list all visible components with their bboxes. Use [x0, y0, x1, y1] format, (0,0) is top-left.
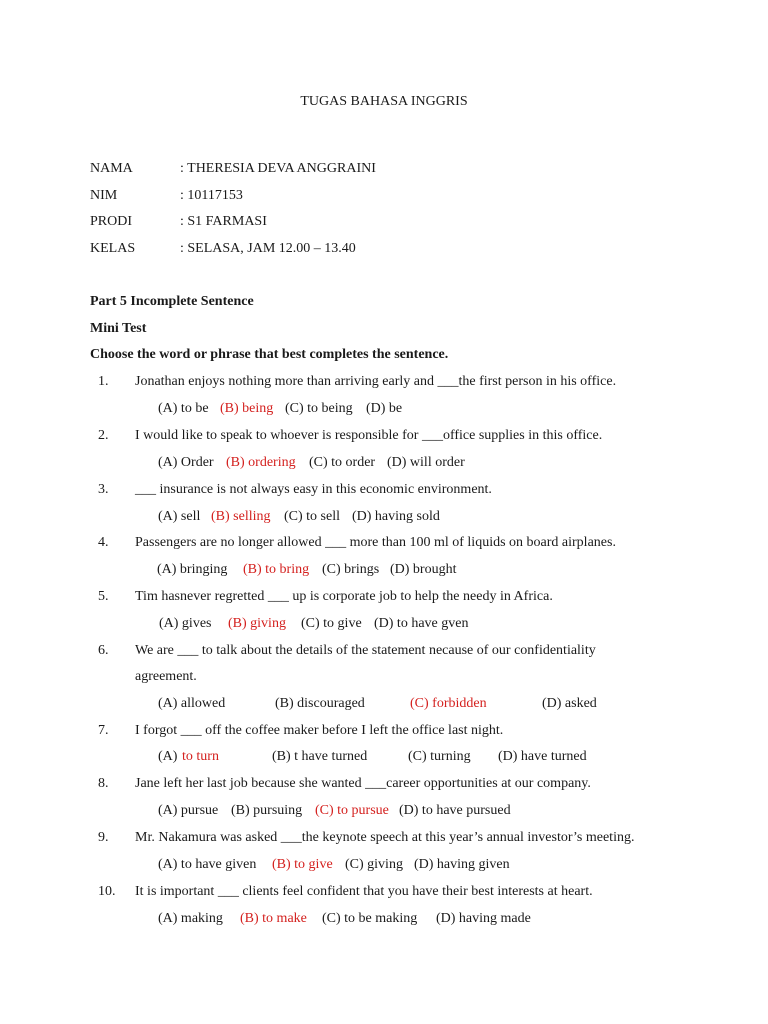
instruction: Choose the word or phrase that best completes the sentence. [90, 347, 449, 362]
question-number: 8. [98, 776, 109, 791]
option-answer: (B) to bring [243, 562, 310, 577]
label-kelas: KELAS [90, 241, 136, 256]
option: (A) bringing [157, 562, 228, 577]
option: (D) have turned [498, 749, 587, 764]
question-number: 5. [98, 589, 109, 604]
option: (D) will order [387, 455, 465, 470]
question-text: I would like to speak to whoever is responsible for ___office supplies in this office. [135, 428, 603, 443]
question-text: Jane left her last job because she wanted ___career opportunities at our company. [135, 776, 591, 791]
question-text: It is important ___ clients feel confident that you have their best interests at heart. [135, 884, 593, 899]
option: (D) having given [414, 857, 510, 872]
option: (C) to order [309, 455, 376, 470]
option: (D) having sold [352, 509, 440, 524]
option-answer: (B) giving [228, 616, 286, 631]
option-answer: (B) ordering [226, 455, 296, 470]
document-title: TUGAS BAHASA INGGRIS [300, 94, 468, 109]
option-answer: (B) selling [211, 509, 271, 524]
option-answer: (B) to give [272, 857, 333, 872]
value-nama: : THERESIA DEVA ANGGRAINI [180, 161, 376, 176]
question-text-continued: agreement. [135, 669, 197, 684]
option: (B) discouraged [275, 696, 365, 711]
option: (D) to have pursued [399, 803, 511, 818]
value-prodi: : S1 FARMASI [180, 214, 267, 229]
label-nama: NAMA [90, 161, 133, 176]
option: (D) asked [542, 696, 597, 711]
option: (A) making [158, 911, 223, 926]
option: (C) brings [322, 562, 380, 577]
question-number: 2. [98, 428, 109, 443]
question-number: 9. [98, 830, 109, 845]
question-text: ___ insurance is not always easy in this economic environment. [135, 482, 492, 497]
question-number: 3. [98, 482, 109, 497]
option: (D) having made [436, 911, 531, 926]
value-nim: : 10117153 [180, 188, 243, 203]
option: (B) t have turned [272, 749, 368, 764]
question-text: I forgot ___ off the coffee maker before I left the office last night. [135, 723, 504, 738]
question-number: 6. [98, 643, 109, 658]
option-answer: (C) forbidden [410, 696, 487, 711]
option: (C) to give [301, 616, 362, 631]
option: (A) to have given [158, 857, 257, 872]
question-text: Mr. Nakamura was asked ___the keynote speech at this year’s annual investor’s meeting. [135, 830, 635, 845]
option-answer: (B) being [220, 401, 274, 416]
question-number: 1. [98, 374, 109, 389]
value-kelas: : SELASA, JAM 12.00 – 13.40 [180, 241, 356, 256]
option-answer: (C) to pursue [315, 803, 389, 818]
option: (A) sell [158, 509, 201, 524]
question-number: 10. [98, 884, 116, 899]
label-prodi: PRODI [90, 214, 133, 229]
option-answer: to turn [182, 749, 219, 764]
option: (C) giving [345, 857, 403, 872]
question-text: Jonathan enjoys nothing more than arriving early and ___the first person in his office. [135, 374, 617, 389]
option: (C) to sell [284, 509, 340, 524]
option: (C) turning [408, 749, 471, 764]
option: (C) to being [285, 401, 353, 416]
mini-test-heading: Mini Test [90, 321, 147, 336]
part-title: Part 5 Incomplete Sentence [90, 294, 254, 309]
option: (D) be [366, 401, 403, 416]
label-nim: NIM [90, 188, 118, 203]
option: (D) to have gven [374, 616, 469, 631]
option-answer: (B) to make [240, 911, 307, 926]
question-text: Passengers are no longer allowed ___ more than 100 ml of liquids on board airplanes. [135, 535, 616, 550]
option: (A) pursue [158, 803, 219, 818]
question-text: Tim hasnever regretted ___ up is corporate job to help the needy in Africa. [135, 589, 553, 604]
option: (A) [158, 749, 178, 764]
option: (D) brought [390, 562, 457, 577]
question-number: 4. [98, 535, 109, 550]
option: (A) Order [158, 455, 214, 470]
question-text: We are ___ to talk about the details of the statement necause of our confidentiality [135, 643, 596, 658]
option: (A) to be [158, 401, 209, 416]
option: (C) to be making [322, 911, 418, 926]
option: (A) allowed [158, 696, 226, 711]
question-number: 7. [98, 723, 109, 738]
option: (B) pursuing [231, 803, 303, 818]
option: (A) gives [159, 616, 212, 631]
